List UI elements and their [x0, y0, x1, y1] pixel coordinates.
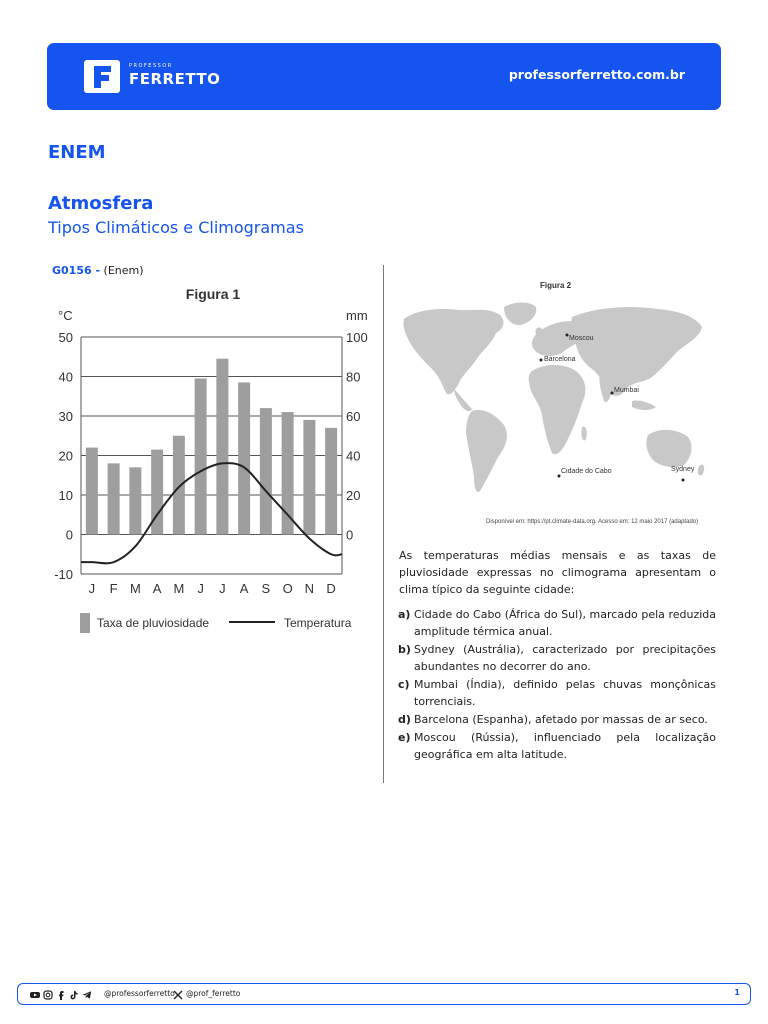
site-url-link[interactable]: professorferretto.com.br	[508, 67, 685, 82]
left-tick-label: 50	[58, 330, 73, 345]
column-divider	[383, 265, 384, 783]
month-label: F	[109, 581, 118, 596]
month-label: S	[261, 581, 271, 596]
city-moscou: Moscou	[569, 335, 594, 342]
world-map	[396, 277, 716, 530]
rainfall-bar	[216, 359, 228, 535]
month-label: J	[88, 581, 96, 596]
social-handle-1[interactable]: @professorferretto	[104, 989, 175, 998]
month-label: J	[219, 581, 226, 596]
city-barcelona: Barcelona	[544, 356, 576, 363]
question-id: G0156 -	[52, 264, 101, 277]
logo-icon	[84, 60, 120, 93]
temperature-line	[81, 463, 342, 563]
left-axis-unit: °C	[58, 308, 73, 323]
answer-options	[398, 606, 716, 764]
rainfall-bar	[173, 436, 185, 535]
question-code	[52, 264, 144, 277]
option-b[interactable]	[398, 641, 716, 675]
page-number: 1	[734, 988, 740, 997]
right-tick-label: 80	[346, 369, 361, 385]
month-label: M	[129, 581, 141, 596]
climogram-chart	[46, 283, 368, 638]
city-sydney: Sydney	[671, 466, 695, 473]
youtube-icon[interactable]	[30, 990, 40, 1000]
left-tick-label: 10	[58, 488, 73, 503]
subtopic-title: Tipos Climáticos e Climogramas	[48, 218, 304, 237]
month-label: M	[173, 581, 185, 596]
left-tick-label: 20	[58, 448, 73, 464]
rainfall-bar	[325, 428, 337, 535]
rainfall-bar	[108, 463, 120, 534]
right-tick-label: 20	[346, 488, 361, 503]
tiktok-icon[interactable]	[69, 990, 79, 1000]
month-label: A	[152, 581, 162, 596]
map-caption: Disponível em: https://pt.climate-data.org. Acesso em: 12 maio 2017 (adaptado)	[486, 519, 699, 525]
social-icons	[30, 989, 92, 1001]
rainfall-bar	[86, 448, 98, 535]
page-footer	[17, 983, 751, 1005]
subject-title: ENEM	[48, 142, 106, 163]
rainfall-bar	[238, 382, 250, 534]
logo-prefix: PROFESSOR	[129, 63, 173, 69]
telegram-icon[interactable]	[82, 990, 92, 1000]
month-label: D	[326, 581, 336, 596]
option-e[interactable]	[398, 729, 716, 763]
option-d[interactable]	[398, 711, 716, 728]
option-letter: d)	[398, 713, 411, 726]
right-tick-label: 100	[346, 330, 368, 345]
left-tick-label: 30	[58, 409, 73, 424]
legend-rainfall-label: Taxa de pluviosidade	[97, 616, 210, 630]
social-handle-2[interactable]: @prof_ferretto	[186, 989, 241, 998]
right-axis-unit: mm	[346, 308, 368, 323]
left-tick-label: 0	[65, 527, 73, 543]
topic-title: Atmosfera	[48, 193, 154, 214]
right-tick-label: 60	[346, 409, 361, 424]
question-source: (Enem)	[103, 264, 144, 277]
option-text: Mumbai (Índia), definido pelas chuvas monçônicas torrenciais.	[414, 678, 716, 708]
right-tick-label: 40	[346, 448, 361, 464]
legend-rainfall-swatch	[80, 613, 90, 633]
option-text: Barcelona (Espanha), afetado por massas de ar seco.	[414, 713, 708, 726]
facebook-icon[interactable]	[56, 990, 66, 1000]
rainfall-bar	[260, 408, 272, 534]
month-label: O	[282, 581, 293, 596]
left-tick-label: 40	[58, 369, 73, 385]
question-stem: As temperaturas médias mensais e as taxas de pluviosidade expressas no climograma apresentam o clima típico da seguinte cidade:	[399, 549, 716, 596]
option-a[interactable]	[398, 606, 716, 640]
rainfall-bar	[195, 378, 207, 534]
chart-title: Figura 1	[185, 286, 241, 302]
map-title: Figura 2	[540, 281, 572, 290]
page-header	[47, 43, 721, 110]
month-label: J	[197, 581, 204, 596]
option-c[interactable]	[398, 676, 716, 710]
right-tick-label: 0	[346, 527, 354, 543]
option-letter: a)	[398, 608, 411, 621]
rainfall-bar	[303, 420, 315, 535]
legend-temperature-label: Temperatura	[284, 616, 352, 630]
option-text: Sydney (Austrália), caracterizado por precipitações abundantes no decorrer do ano.	[414, 643, 716, 673]
month-label: N	[304, 581, 315, 596]
rainfall-bar	[129, 467, 141, 534]
option-text: Moscou (Rússia), influenciado pela localização geográfica em alta latitude.	[414, 731, 716, 761]
option-letter: b)	[398, 643, 411, 656]
option-letter: e)	[398, 731, 411, 744]
option-text: Cidade do Cabo (África do Sul), marcado pela reduzida amplitude térmica anual.	[414, 608, 716, 638]
instagram-icon[interactable]	[43, 990, 53, 1000]
world-map-figure	[396, 277, 716, 530]
month-label: A	[239, 581, 249, 596]
x-icon[interactable]	[173, 990, 183, 1000]
city-mumbai: Mumbai	[614, 387, 639, 394]
logo-name: FERRETTO	[129, 70, 221, 88]
city-cidade-do-cabo: Cidade do Cabo	[561, 468, 612, 475]
left-tick-label: -10	[54, 567, 73, 582]
option-letter: c)	[398, 678, 410, 691]
